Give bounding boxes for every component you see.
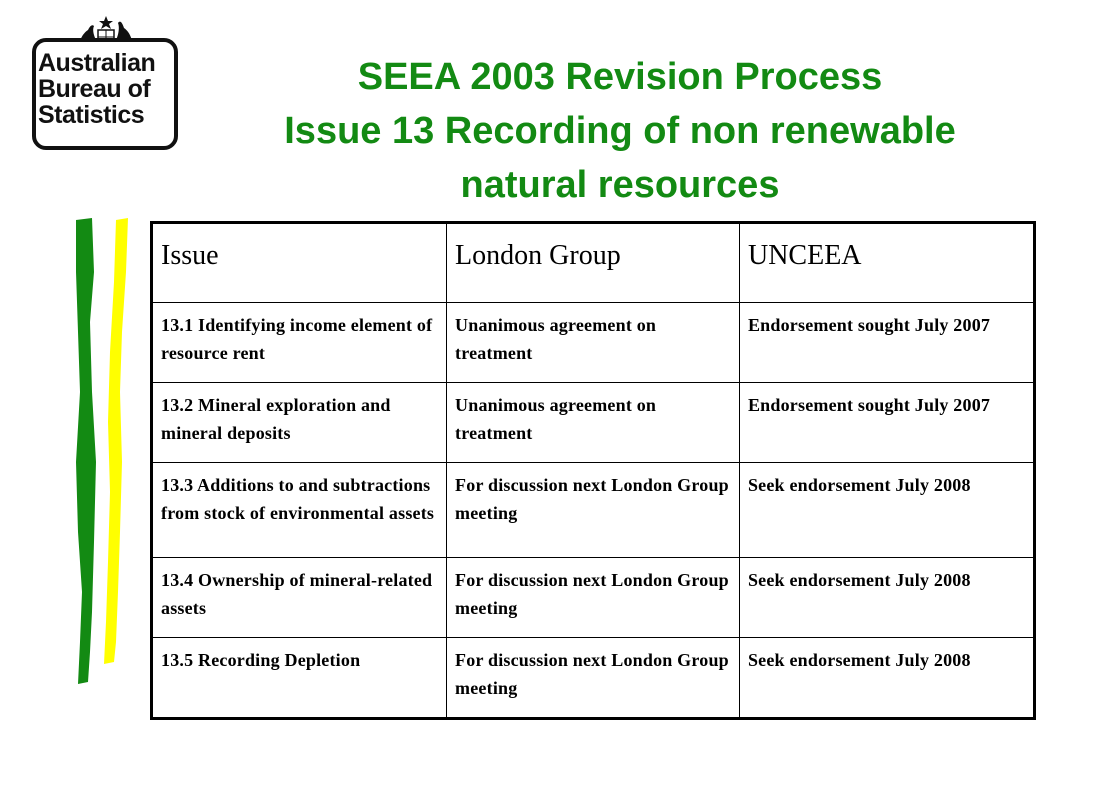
- slide-title: [190, 50, 1050, 212]
- logo-text: [38, 50, 174, 128]
- cell-london-group: Unanimous agreement on treatment: [447, 383, 740, 463]
- cell-london-group: For discussion next London Group meeting: [447, 638, 740, 719]
- table-row: [152, 558, 1035, 638]
- cell-issue: 13.2 Mineral exploration and mineral deposits: [152, 383, 447, 463]
- title-line-3: natural resources: [460, 164, 780, 206]
- cell-unceea: Seek endorsement July 2008: [739, 463, 1034, 558]
- table-row: [152, 383, 1035, 463]
- logo-line-1: Australian: [38, 49, 156, 77]
- cell-london-group: For discussion next London Group meeting: [447, 463, 740, 558]
- title-line-1: SEEA 2003 Revision Process: [357, 56, 883, 98]
- green-stripe: [76, 218, 96, 684]
- abs-logo: [28, 14, 184, 158]
- table-row: [152, 303, 1035, 383]
- cell-unceea: Seek endorsement July 2008: [739, 638, 1034, 719]
- cell-issue: 13.3 Additions to and subtractions from stock of environmental assets: [152, 463, 447, 558]
- table-row: [152, 638, 1035, 719]
- logo-line-3: Statistics: [38, 101, 145, 129]
- title-line-2: Issue 13 Recording of non renewable: [284, 110, 956, 152]
- header-london-group: London Group: [447, 223, 740, 303]
- cell-issue: 13.4 Ownership of mineral-related assets: [152, 558, 447, 638]
- issues-table: [150, 221, 1036, 720]
- cell-issue: 13.5 Recording Depletion: [152, 638, 447, 719]
- cell-london-group: Unanimous agreement on treatment: [447, 303, 740, 383]
- cell-unceea: Endorsement sought July 2007: [739, 303, 1034, 383]
- decorative-stripes: [70, 212, 140, 692]
- table-header-row: [152, 223, 1035, 303]
- header-issue: Issue: [152, 223, 447, 303]
- header-unceea: UNCEEA: [739, 223, 1034, 303]
- cell-issue: 13.1 Identifying income element of resource rent: [152, 303, 447, 383]
- cell-unceea: Endorsement sought July 2007: [739, 383, 1034, 463]
- logo-line-2: Bureau of: [38, 75, 151, 103]
- table-row: [152, 463, 1035, 558]
- yellow-stripe: [104, 218, 128, 664]
- cell-london-group: For discussion next London Group meeting: [447, 558, 740, 638]
- cell-unceea: Seek endorsement July 2008: [739, 558, 1034, 638]
